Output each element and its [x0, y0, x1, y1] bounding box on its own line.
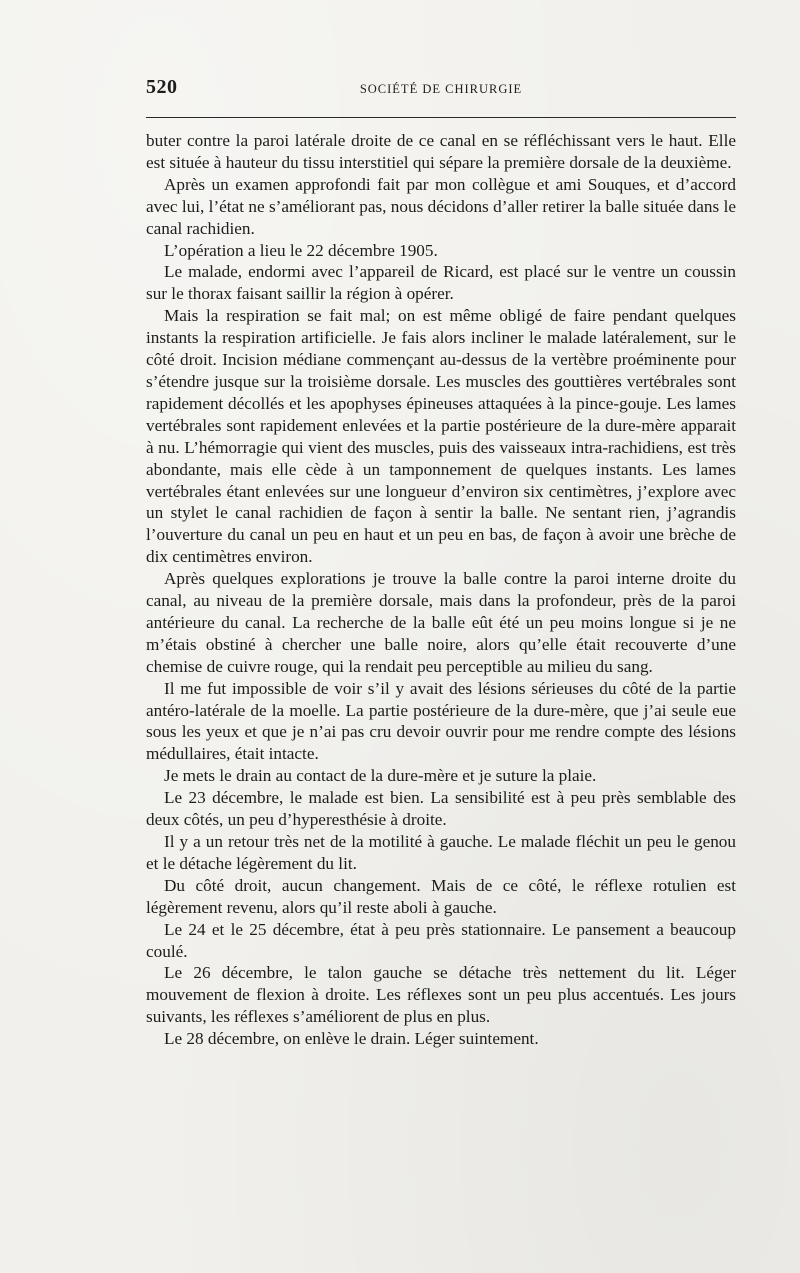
paragraph-12: Le 24 et le 25 décembre, état à peu près stationnaire. Le pansement a beaucoup coulé.	[146, 919, 736, 961]
paragraph-14: Le 28 décembre, on enlève le drain. Léger suintement.	[164, 1029, 539, 1049]
running-head: SOCIÉTÉ DE CHIRURGIE	[359, 82, 523, 96]
paragraph-8: Je mets le drain au contact de la dure-mère et je suture la plaie.	[164, 766, 597, 786]
paragraph-2: Après un examen approfondi fait par mon collègue et ami Souques, et d’accord avec lui, l’état ne s’améliorant pas, nous décidons d’aller retirer la balle située dans le canal rachidien.	[146, 174, 736, 238]
paragraph-4: Le malade, endormi avec l’appareil de Ricard, est placé sur le ventre un coussin sur le thorax faisant saillir la région à opérer.	[146, 262, 736, 304]
paragraph-7: Il me fut impossible de voir s’il y avait des lésions sérieuses du côté de la partie antéro-latérale de la moelle. La partie postérieure de la dure-mère, que j’ai seule eue sous les yeux et que je n’ai pas cru devoir ouvrir pour me rendre compte des lésions médullaires, était intacte.	[146, 678, 736, 764]
header-rule	[146, 117, 736, 118]
paragraph-10: Il y a un retour très net de la motilité à gauche. Le malade fléchit un peu le genou et le détache légèrement du lit.	[146, 832, 736, 873]
paragraph-1: buter contre la paroi latérale droite de ce canal en se réfléchissant vers le haut. Elle est située à hauteur du tissu interstitiel qui sépare la première dorsale de la deuxième.	[146, 131, 736, 172]
paragraph-9: Le 23 décembre, le malade est bien. La sensibilité est à peu près semblable des deux côtés, un peu d’hyperesthésie à droite.	[146, 788, 736, 830]
paragraph-11: Du côté droit, aucun changement. Mais de ce côté, le réflexe rotulien est légèrement revenu, alors qu’il reste aboli à gauche.	[146, 875, 736, 917]
page-number: 520	[146, 76, 178, 98]
paragraph-13: Le 26 décembre, le talon gauche se détache très nettement du lit. Léger mouvement de flexion à droite. Les réflexes sont un peu plus accentués. Les jours suivants, les réflexes s’améliorent de plus en plus.	[146, 963, 736, 1027]
body-text	[146, 130, 736, 1050]
paragraph-5: Mais la respiration se fait mal; on est même obligé de faire pendant quelques instants la respiration artificielle. Je fais alors incliner le malade latéralement, sur le côté droit. Incision médiane commençant au-dessus de la vertèbre proéminente pour s’étendre jusque sur la troisième dorsale. Les muscles des gouttières vertébrales sont rapidement décollés et les apophyses épineuses attaquées à la pince-gouje. Les lames vertébrales sont rapidement enlevées et la partie postérieure de la dure-mère apparait à nu. L’hémorragie qui vient des muscles, puis des vaisseaux intra-rachidiens, est très abondante, mais elle cède à un tamponnement de quelques instants. Les lames vertébrales étant enlevées sur une longueur d’environ six centimètres, j’explore avec un stylet le canal rachidien de façon à sentir la balle. Ne sentant rien, j’agrandis l’ouverture du canal un peu en haut et un peu en bas, de façon à avoir une brèche de dix centimètres environ.	[146, 306, 736, 567]
page-header	[146, 76, 736, 102]
paragraph-6: Après quelques explorations je trouve la balle contre la paroi interne droite du canal, au niveau de la première dorsale, mais dans la profondeur, près de la paroi antérieure du canal. La recherche de la balle eût été un peu moins longue si je ne m’étais obstiné à chercher une balle noire, alors qu’elle était recouverte d’une chemise de cuivre rouge, qui la rendait peu perceptible au milieu du sang.	[146, 569, 736, 676]
paragraph-3: L’opération a lieu le 22 décembre 1905.	[164, 240, 438, 260]
